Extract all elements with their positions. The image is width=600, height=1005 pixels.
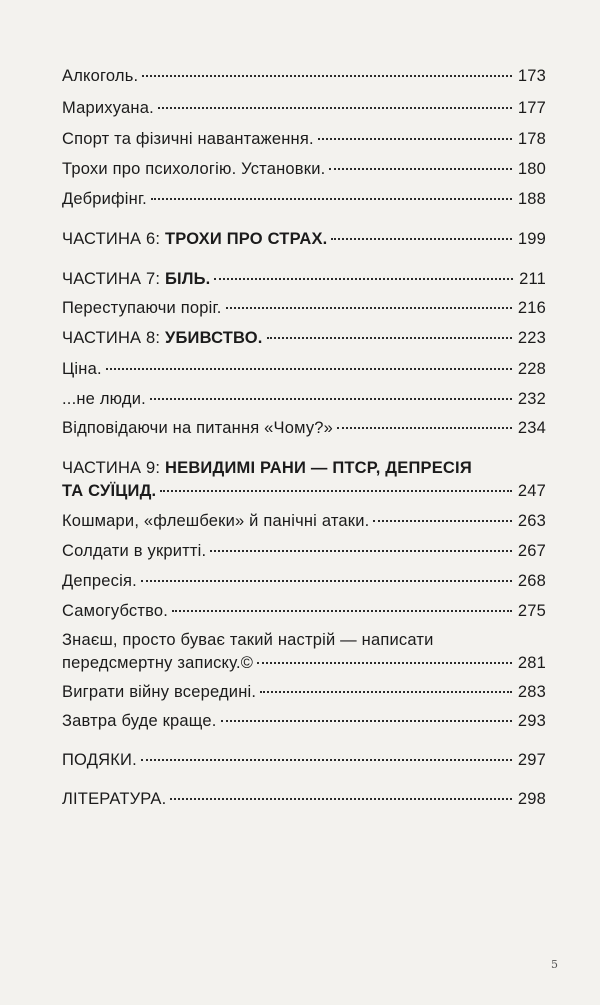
chapter-name: БІЛЬ. (165, 270, 211, 288)
toc-entry-title: Дебрифінг. (62, 190, 147, 208)
dot-leader (150, 398, 512, 400)
toc-page-number: 223 (517, 329, 546, 347)
dot-leader (260, 691, 512, 693)
dot-leader (158, 107, 512, 109)
toc-entry-price (62, 356, 546, 382)
toc-page-number: 263 (517, 512, 546, 530)
dot-leader (172, 610, 512, 612)
toc-page-number: 267 (517, 542, 546, 560)
dot-leader (318, 138, 512, 140)
chapter-name: УБИВСТВО. (165, 329, 263, 347)
toc-entry-debriefing (62, 186, 546, 212)
dot-leader (106, 368, 512, 370)
toc-page-number: 247 (517, 482, 546, 500)
toc-entry-why (62, 415, 546, 441)
toc-entry-shelter (62, 538, 546, 564)
dot-leader (151, 198, 512, 200)
toc-entry-title: ...не люди. (62, 390, 146, 408)
toc-page-number: 177 (517, 99, 546, 117)
toc-entry-title: Кошмари, «флешбеки» й панічні атаки. (62, 512, 370, 530)
dot-leader (221, 720, 512, 722)
page-number: 5 (551, 958, 558, 971)
toc-entry-not-people (62, 386, 546, 412)
toc-entry-title: Виграти війну всередині. (62, 683, 257, 701)
toc-entry-title: Марихуана. (62, 99, 154, 117)
toc-page-number: 228 (517, 360, 546, 378)
toc-entry-suicide (62, 598, 546, 624)
toc-entry-title: Переступаючи поріг. (62, 299, 222, 317)
toc-page-number: 199 (517, 230, 546, 248)
toc-entry-depression (62, 568, 546, 594)
dot-leader (210, 550, 512, 552)
toc-entry-title: Самогубство. (62, 602, 169, 620)
toc-entry-title: Депресія. (62, 572, 137, 590)
chapter-name: ТРОХИ ПРО СТРАХ. (165, 230, 328, 248)
toc-chapter-6 (62, 226, 546, 252)
toc-entry-nightmares (62, 508, 546, 534)
toc-page-number: 180 (517, 160, 546, 178)
toc-entry-thanks (62, 747, 546, 773)
dot-leader (141, 580, 512, 582)
toc-entry-title: передсмертну записку.© (62, 654, 254, 672)
toc-entry-title: Завтра буде краще. (62, 712, 217, 730)
toc-chapter-9 (62, 478, 546, 504)
toc-page-number: 173 (517, 67, 546, 85)
dot-leader (170, 798, 511, 800)
toc-entry-title: Алкоголь. (62, 67, 139, 85)
toc-page-number: 216 (517, 299, 546, 317)
chapter-name: НЕВИДИМІ РАНИ — ПТСР, ДЕПРЕСІЯ (165, 459, 472, 477)
dot-leader (373, 520, 511, 522)
dot-leader (267, 337, 512, 339)
toc-page-number: 188 (517, 190, 546, 208)
toc-entry-literature (62, 786, 546, 812)
dot-leader (214, 278, 513, 280)
toc-entry-threshold (62, 295, 546, 321)
toc-chapter-title (62, 478, 156, 504)
dot-leader (226, 307, 512, 309)
toc-chapter-title (62, 226, 327, 252)
toc-page-number: 234 (517, 419, 546, 437)
toc-chapter-8 (62, 325, 546, 351)
toc-entry-title: ПОДЯКИ. (62, 751, 137, 769)
toc-page-number: 232 (517, 390, 546, 408)
toc-entry-psychology (62, 156, 546, 182)
toc-page-number: 268 (517, 572, 546, 590)
toc-entry-title: Солдати в укритті. (62, 542, 207, 560)
toc-entry-title: Ціна. (62, 360, 102, 378)
dot-leader (337, 427, 512, 429)
chapter-name-continued: ТА СУЇЦИД. (62, 482, 157, 500)
toc-entry-sport (62, 126, 546, 152)
toc-page-number: 297 (517, 751, 546, 769)
dot-leader (142, 75, 512, 77)
toc-page-number: 178 (517, 130, 546, 148)
dot-leader (141, 759, 512, 761)
toc-entry-tomorrow (62, 708, 546, 734)
chapter-prefix: ЧАСТИНА 8: (62, 329, 165, 347)
chapter-prefix: ЧАСТИНА 9: (62, 459, 165, 477)
toc-page-number: 298 (517, 790, 546, 808)
chapter-prefix: ЧАСТИНА 7: (62, 270, 165, 288)
toc-entry-title: ЛІТЕРАТУРА. (62, 790, 167, 808)
toc-entry-alcohol (62, 63, 546, 89)
toc-chapter-7 (62, 266, 546, 292)
dot-leader (331, 238, 511, 240)
toc-entry-win-war (62, 679, 546, 705)
toc-page-number: 281 (517, 654, 546, 672)
toc-page-number: 275 (517, 602, 546, 620)
toc-entry-title: Спорт та фізичні навантаження. (62, 130, 314, 148)
toc-entry-marijuana (62, 95, 546, 121)
toc-chapter-title (62, 266, 210, 292)
toc-entry-mood (62, 650, 546, 676)
toc-chapter-title (62, 325, 263, 351)
chapter-prefix: ЧАСТИНА 6: (62, 230, 165, 248)
toc-entry-title: Трохи про психологію. Установки. (62, 160, 326, 178)
toc-page-number: 293 (517, 712, 546, 730)
toc-page-number: 283 (517, 683, 546, 701)
dot-leader (257, 662, 512, 664)
toc-entry-mood-line1: Знаєш, просто буває такий настрій — написати (62, 631, 434, 649)
dot-leader (160, 490, 512, 492)
toc-entry-title: Відповідаючи на питання «Чому?» (62, 419, 334, 437)
dot-leader (329, 168, 511, 170)
toc-page-number: 211 (519, 270, 546, 288)
